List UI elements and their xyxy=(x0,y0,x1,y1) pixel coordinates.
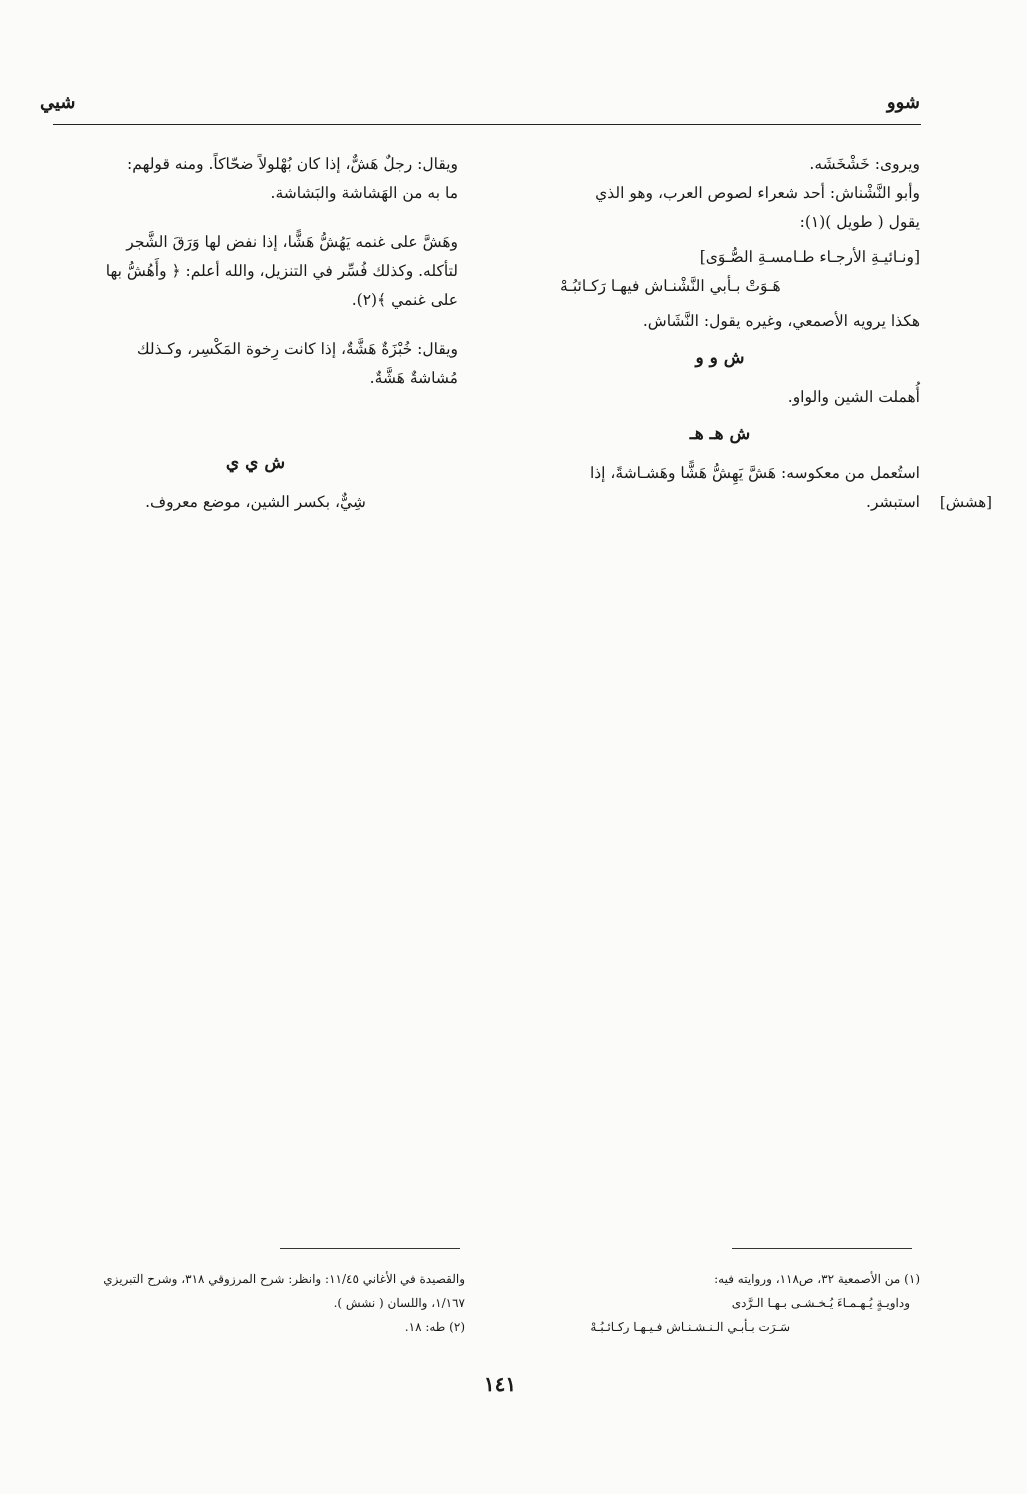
paragraph: ويقال: خُبْزَةٌ هَشَّةٌ، إذا كانت رِخوة المَكْسِر، وكـذلك xyxy=(136,340,458,358)
root-heading: ش هـ هـ xyxy=(689,424,751,444)
verse-line: هَـوَتْ بـأبي النَّشْنـاش فيهـا رَكـائبُـهْ xyxy=(560,277,781,295)
footnotes-right xyxy=(520,1267,920,1339)
margin-marker: [هشش] xyxy=(939,493,992,511)
paragraph: استُعمل من معكوسه: هَشَّ يَهِشُّ هَشًّا وهَشـاشةً، إذا xyxy=(589,464,920,482)
running-header-right: شوو xyxy=(886,92,920,113)
paragraph: لتأكله. وكذلك فُسِّر في التنزيل، والله أعلم: ﴿ وأَهُشُّ بها xyxy=(105,262,458,280)
footnote-rule-left xyxy=(280,1248,460,1249)
left-column xyxy=(53,150,458,517)
footnote-rule-right xyxy=(732,1248,912,1249)
footnote-line: وداويـةٍ يُـهـمـاءَ يُـخـشـى بـهـا الـرَّدى xyxy=(731,1296,910,1310)
running-header-left: شيي xyxy=(40,92,76,113)
paragraph: مُشاشةٌ هَشَّةٌ. xyxy=(369,369,458,387)
paragraph: على غنمي ﴾(٢). xyxy=(351,291,458,309)
paragraph: شِيٌّ، بكسر الشين، موضع معروف. xyxy=(145,493,366,511)
paragraph: ويقال: رجلٌ هَشٌّ، إذا كان بُهْلولاً ضحّاكاً. ومنه قولهم: xyxy=(127,155,458,173)
footnote-line: (٢) طه: ١٨. xyxy=(404,1320,465,1334)
footnote-line: والقصيدة في الأغاني ١١/٤٥: وانظر: شرح المرزوقي ٣١٨، وشرح التبريزي xyxy=(103,1272,465,1286)
paragraph: استبشر. xyxy=(866,493,920,511)
paragraph: ويروى: خَشْخَشَه. xyxy=(809,155,920,173)
right-column xyxy=(520,150,920,517)
verse-line: [ونـائيـةِ الأرجـاء طـامسـةِ الصُّـوَى] xyxy=(699,248,920,266)
paragraph: وهَشَّ على غنمه يَهُشُّ هَشًّا، إذا نفض لها وَرَقَ الشَّجر xyxy=(126,233,458,251)
paragraph: وأبو النَّشْناش: أحد شعراء لصوص العرب، وهو الذي xyxy=(595,184,920,202)
footnote-line: سَـرَت بـأبـي الـنـشـنـاش فـيـهـا ركـائـبُـهْ xyxy=(590,1320,790,1334)
paragraph: ما به من الهَشاشة والبَشاشة. xyxy=(270,184,458,202)
footnotes-left xyxy=(60,1267,465,1339)
page-number: ١٤١ xyxy=(483,1372,517,1396)
root-heading: ش و و xyxy=(695,348,745,368)
paragraph: أُهملت الشين والواو. xyxy=(787,388,920,406)
paragraph: هكذا يرويه الأصمعي، وغيره يقول: النَّشَاش. xyxy=(642,312,920,330)
paragraph: يقول ( طويل )(١): xyxy=(799,213,920,231)
header-rule xyxy=(53,124,921,125)
footnote-line: ١/١٦٧، واللسان ( نشش ). xyxy=(333,1296,465,1310)
footnote-line: (١) من الأصمعية ٣٢، ص١١٨، وروايته فيه: xyxy=(714,1272,920,1286)
root-heading: ش ي ي xyxy=(225,453,286,473)
